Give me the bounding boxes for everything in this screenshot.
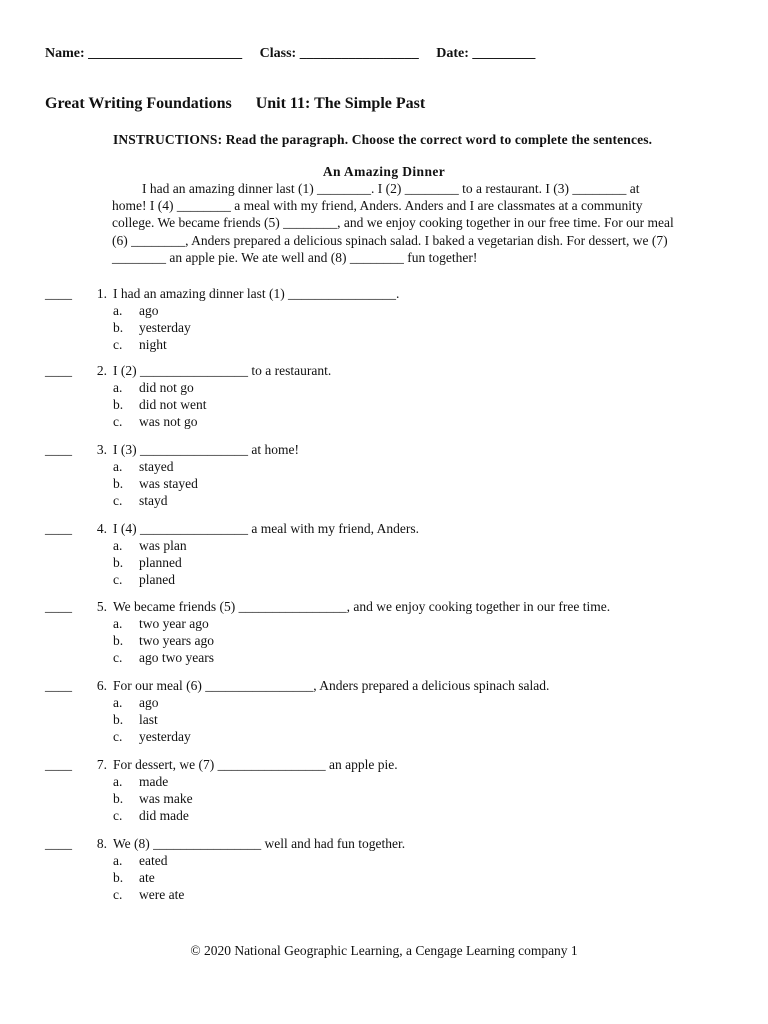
option-list [113, 615, 214, 666]
option-text: planned [139, 555, 182, 570]
page-title [45, 95, 425, 113]
option-letter: a. [113, 853, 123, 868]
option-letter: c. [113, 414, 123, 429]
option-text: night [139, 337, 167, 352]
answer-option[interactable] [113, 807, 193, 824]
date-field[interactable]: _________ [472, 46, 536, 61]
question-number: 8. [96, 836, 107, 851]
option-text: yesterday [139, 729, 191, 744]
option-list [113, 379, 207, 430]
header-fields [45, 46, 535, 62]
question-number: 2. [96, 363, 107, 378]
answer-option[interactable] [113, 773, 193, 790]
question-stem: We (8) ________________ well and had fun together. [113, 836, 406, 851]
option-letter: a. [113, 459, 123, 474]
answer-option[interactable] [113, 396, 207, 413]
answer-blank[interactable]: ____ [45, 836, 72, 851]
option-text: was make [139, 791, 193, 806]
answer-option[interactable] [113, 728, 191, 745]
answer-blank[interactable]: ____ [45, 599, 72, 614]
answer-option[interactable] [113, 302, 191, 319]
option-list [113, 302, 191, 353]
date-label: Date: [436, 46, 469, 61]
answer-blank[interactable]: ____ [45, 442, 72, 457]
question-number: 1. [96, 286, 107, 301]
option-text: did not went [139, 397, 207, 412]
option-letter: c. [113, 572, 123, 587]
option-text: stayed [139, 459, 174, 474]
question-number: 3. [96, 442, 107, 457]
option-letter: b. [113, 712, 124, 727]
story-line: (6) ________, Anders prepared a delicious spinach salad. I baked a vegetarian dish. For dessert, we (7) [112, 232, 668, 248]
option-text: ate [139, 870, 155, 885]
option-letter: b. [113, 633, 124, 648]
option-letter: c. [113, 650, 123, 665]
story-paragraph [112, 180, 718, 266]
option-letter: b. [113, 555, 124, 570]
answer-option[interactable] [113, 492, 198, 509]
option-text: yesterday [139, 320, 191, 335]
option-text: was plan [139, 538, 187, 553]
answer-option[interactable] [113, 649, 214, 666]
answer-option[interactable] [113, 475, 198, 492]
answer-blank[interactable]: ____ [45, 678, 72, 693]
name-field[interactable]: ______________________ [88, 46, 243, 61]
question-stem: For our meal (6) ________________, Anders prepared a delicious spinach salad. [113, 678, 550, 693]
option-text: made [139, 774, 169, 789]
answer-option[interactable] [113, 458, 198, 475]
story-line: college. We became friends (5) ________, and we enjoy cooking together in our free time. For our meal [112, 215, 674, 231]
option-letter: b. [113, 476, 124, 491]
option-text: ago [139, 695, 159, 710]
option-letter: b. [113, 870, 124, 885]
option-letter: a. [113, 695, 123, 710]
option-letter: b. [113, 791, 124, 806]
option-letter: a. [113, 538, 123, 553]
answer-option[interactable] [113, 869, 184, 886]
answer-option[interactable] [113, 413, 207, 430]
option-text: planed [139, 572, 175, 587]
story-line: I had an amazing dinner last (1) ________. I (2) ________ to a restaurant. I (3) ________ at [142, 181, 640, 196]
question-stem: For dessert, we (7) ________________ an apple pie. [113, 757, 398, 772]
option-list [113, 537, 187, 588]
option-letter: c. [113, 887, 123, 902]
option-text: did not go [139, 380, 194, 395]
question-stem: I (2) ________________ to a restaurant. [113, 363, 332, 378]
story-title: An Amazing Dinner [322, 164, 446, 179]
option-letter: a. [113, 380, 123, 395]
answer-option[interactable] [113, 852, 184, 869]
question-stem: I had an amazing dinner last (1) ________________. [113, 286, 400, 301]
answer-option[interactable] [113, 615, 214, 632]
option-list [113, 773, 193, 824]
class-label: Class: [259, 46, 297, 61]
answer-option[interactable] [113, 336, 191, 353]
answer-option[interactable] [113, 886, 184, 903]
option-letter: c. [113, 493, 123, 508]
question-number: 7. [96, 757, 107, 772]
option-text: did made [139, 808, 189, 823]
answer-option[interactable] [113, 571, 187, 588]
copyright-footer: © 2020 National Geographic Learning, a Cengage Learning company 1 [190, 943, 578, 958]
question-number: 6. [96, 678, 107, 693]
unit-title: Unit 11: The Simple Past [255, 95, 426, 112]
option-text: stayd [139, 493, 168, 508]
class-field[interactable]: _________________ [299, 46, 419, 61]
option-text: two year ago [139, 616, 209, 631]
answer-blank[interactable]: ____ [45, 286, 72, 301]
option-text: two years ago [139, 633, 214, 648]
option-list [113, 852, 184, 903]
option-text: was not go [139, 414, 198, 429]
option-letter: b. [113, 320, 124, 335]
answer-option[interactable] [113, 790, 193, 807]
option-text: last [139, 712, 158, 727]
option-text: ago two years [139, 650, 214, 665]
option-text: were ate [139, 887, 185, 902]
name-label: Name: [45, 46, 85, 61]
option-text: was stayed [139, 476, 198, 491]
story-line: home! I (4) ________ a meal with my friend, Anders. Anders and I are classmates at a community [112, 198, 643, 214]
answer-blank[interactable]: ____ [45, 757, 72, 772]
question-number: 5. [96, 599, 107, 614]
option-list [113, 694, 191, 745]
answer-option[interactable] [113, 379, 207, 396]
question-stem: I (4) ________________ a meal with my friend, Anders. [113, 521, 419, 536]
option-letter: c. [113, 808, 123, 823]
answer-option[interactable] [113, 319, 191, 336]
option-text: ago [139, 303, 159, 318]
option-letter: c. [113, 337, 123, 352]
answer-blank[interactable]: ____ [45, 521, 72, 536]
answer-option[interactable] [113, 554, 187, 571]
answer-option[interactable] [113, 711, 191, 728]
option-list [113, 458, 198, 509]
option-text: eated [139, 853, 168, 868]
option-letter: a. [113, 303, 123, 318]
instructions: INSTRUCTIONS: Read the paragraph. Choose the correct word to complete the sentences. [113, 132, 653, 147]
option-letter: a. [113, 774, 123, 789]
story-line: ________ an apple pie. We ate well and (8) ________ fun together! [112, 249, 478, 265]
option-letter: a. [113, 616, 123, 631]
answer-option[interactable] [113, 632, 214, 649]
option-letter: c. [113, 729, 123, 744]
answer-blank[interactable]: ____ [45, 363, 72, 378]
answer-option[interactable] [113, 694, 191, 711]
book-title: Great Writing Foundations [45, 95, 232, 112]
option-letter: b. [113, 397, 124, 412]
question-stem: We became friends (5) ________________, and we enjoy cooking together in our free time. [113, 599, 611, 614]
question-number: 4. [96, 521, 107, 536]
question-stem: I (3) ________________ at home! [113, 442, 299, 457]
answer-option[interactable] [113, 537, 187, 554]
